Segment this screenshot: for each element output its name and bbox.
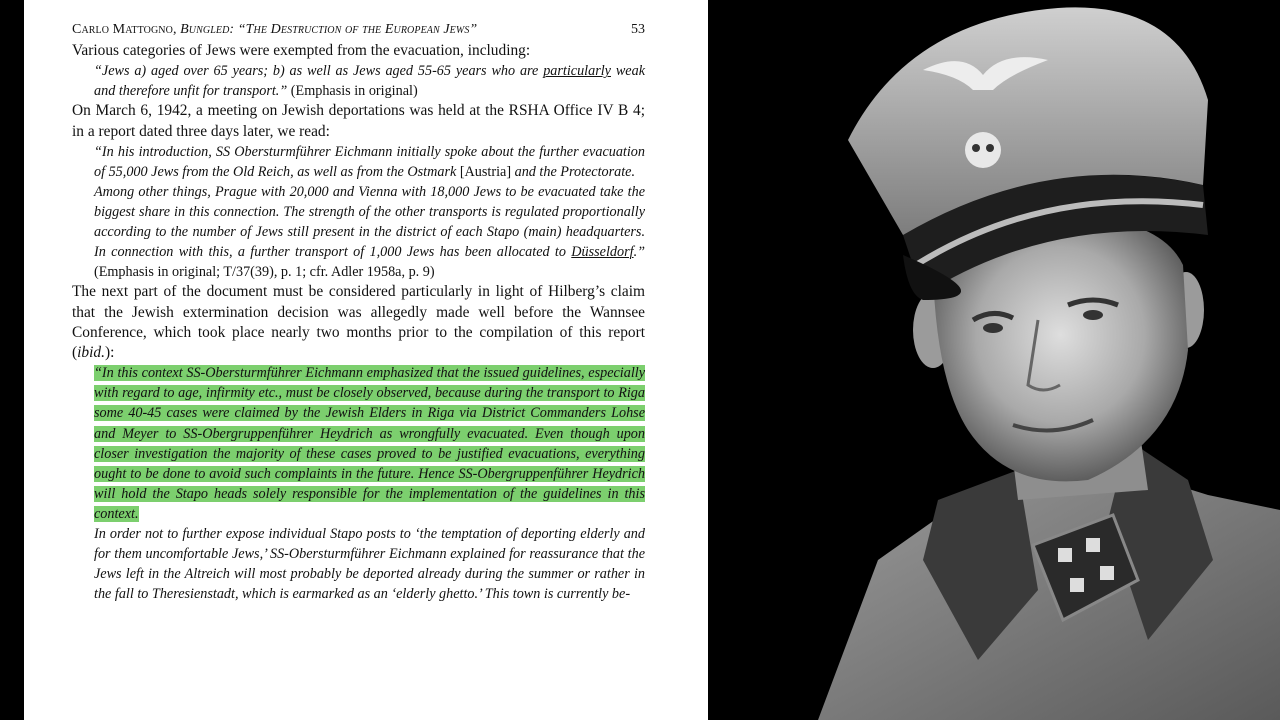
- quote-1-underlined: particularly: [543, 63, 611, 80]
- highlighted-passage: “In this context SS-Obersturmführer Eichmann emphasized that the issued guidelines, especially with regard to age, infirmity etc., must be closely observed, because during the transport to Riga some 40-45 cases were claimed by the Jewish Elders in Riga via District Commanders Lohse and Meyer to SS-Obergruppenführer Heydrich as wrongfully evacuated. Even though upon closer investigation the majority of these cases proved to be justified evacuations, everything ought to be done to avoid such complaints in the future. Hence SS-Obergruppenführer Heydrich will hold the Stapo heads solely responsible for the implementation of the guidelines in this context.: [94, 365, 645, 522]
- header-author: Carlo Mattogno: [72, 22, 173, 37]
- quote-2: [72, 142, 645, 182]
- paragraph-3-text-b: ):: [104, 344, 115, 362]
- quote-2-bracket: [Austria]: [456, 163, 515, 180]
- running-header: [72, 20, 645, 40]
- quote-3-text-b: .”: [633, 244, 645, 261]
- paragraph-3-ibid: ibid.: [77, 344, 105, 362]
- quote-5-text: In order not to further expose individual Stapo posts to ‘the temptation of deporting elderly and for them uncomfortable Jews,’ SS-Obersturmführer Eichmann explained for reassurance that the Jews left in the Altreich will most probably be deported already during the summer or rather in the fall to Theresienstadt, which is earmarked as an ‘elderly ghetto.’ This town is currently be-: [94, 526, 645, 603]
- quote-1-note: (Emphasis in original): [287, 83, 418, 100]
- quote-5: [72, 524, 645, 604]
- quote-3-text-a: Among other things, Prague with 20,000 and Vienna with 18,000 Jews to be evacuated take the biggest share in this connection. The strength of the other transports is regulated proportionally according to the number of Jews still present in the district of each Stapo (main) headquarters. In connection with this, a further transport of 1,000 Jews has been allocated to: [94, 183, 645, 261]
- document-page: [24, 0, 708, 720]
- quote-1-text-a: “Jews a) aged over 65 years; b) as well as Jews aged 55-65 years who are: [94, 63, 544, 80]
- quote-3-note: (Emphasis in original; T/37(39), p. 1; cfr. Adler 1958a, p. 9): [94, 264, 435, 281]
- page-text: [72, 20, 645, 604]
- header-separator: ,: [172, 22, 181, 37]
- quote-4-highlighted: [72, 363, 645, 524]
- paragraph-3: [72, 282, 645, 363]
- paragraph-3-text-a: The next part of the document must be considered particularly in light of Hilberg’s claim that the Jewish extermination decision was allegedly made well before the Wannsee Conference, which took place nearly two months prior to the compilation of this report (: [72, 283, 645, 362]
- page-number: 53: [631, 22, 645, 37]
- header-book-title: Bungled: “The Destruction of the European Jews”: [180, 22, 478, 37]
- paragraph-2: On March 6, 1942, a meeting on Jewish deportations was held at the RSHA Office IV B 4; in a report dated three days later, we read:: [72, 102, 645, 140]
- quote-3-underlined: Düsseldorf: [571, 244, 634, 261]
- portrait-photo: [708, 0, 1280, 720]
- paragraph-1: Various categories of Jews were exempted from the evacuation, including:: [72, 42, 531, 59]
- quote-3: [72, 182, 645, 282]
- quote-2-text-a: “In his introduction, SS Obersturmführer Eichmann initially spoke about the further evacuation of 55,000 Jews from the Old Reich, as well as from the Ostmark: [94, 143, 645, 180]
- quote-1-text-b: weak and therefore unfit for transport.”: [94, 63, 645, 100]
- running-title: [72, 20, 477, 40]
- quote-1: [72, 61, 645, 101]
- quote-2-text-b: and the Protectorate.: [514, 163, 636, 180]
